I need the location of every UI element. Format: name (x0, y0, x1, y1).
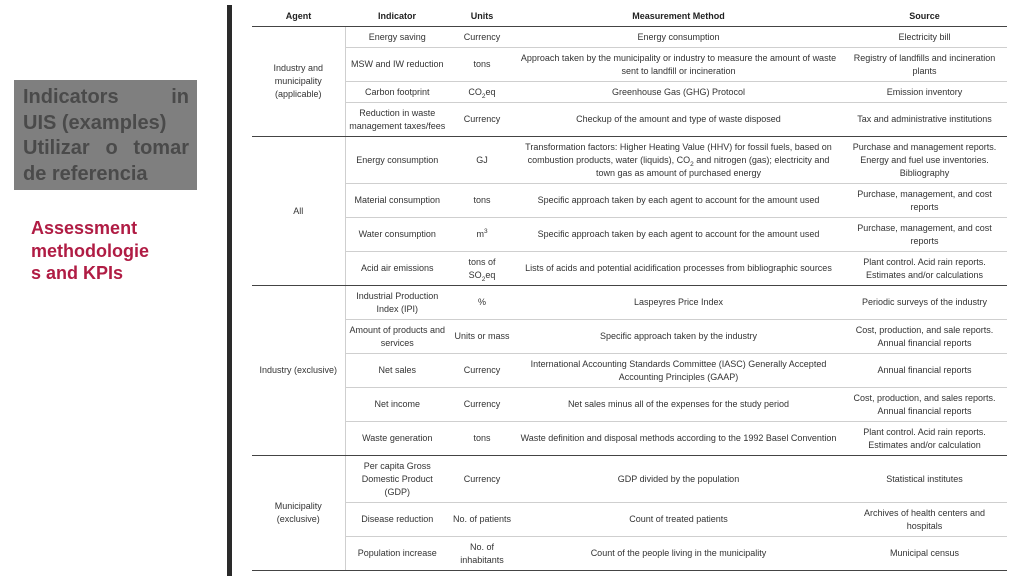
indicator-cell: Net sales (345, 354, 449, 388)
title-word: in (171, 86, 189, 108)
indicator-cell: Per capita Gross Domestic Product (GDP) (345, 456, 449, 503)
indicator-cell: MSW and IW reduction (345, 48, 449, 82)
units-cell: tons (449, 184, 515, 218)
source-cell: Cost, production, and sale reports. Annual financial reports (842, 320, 1007, 354)
subscript-text: 3 (483, 228, 488, 235)
indicator-cell: Net income (345, 388, 449, 422)
source-cell: Emission inventory (842, 82, 1007, 103)
method-cell: Specific approach taken by each agent to account for the amount used (515, 218, 842, 252)
header-source: Source (842, 6, 1007, 27)
indicator-cell: Energy consumption (345, 137, 449, 184)
header-indicator: Indicator (345, 6, 449, 27)
indicator-cell: Carbon footprint (345, 82, 449, 103)
source-cell: Purchase, management, and cost reports (842, 218, 1007, 252)
method-cell: Specific approach taken by each agent to account for the amount used (515, 184, 842, 218)
units-cell: No. of patients (449, 503, 515, 537)
method-cell: Specific approach taken by the industry (515, 320, 842, 354)
method-cell: Laspeyres Price Index (515, 286, 842, 320)
method-cell: Lists of acids and potential acidification processes from bibliographic sources (515, 252, 842, 286)
title-word: de referencia (23, 162, 148, 185)
units-cell: % (449, 286, 515, 320)
method-cell: Waste definition and disposal methods according to the 1992 Basel Convention (515, 422, 842, 456)
subtitle-line: Assessment (31, 218, 138, 238)
subtitle-line: methodologie (31, 240, 149, 261)
subtitle-line: s and KPIs (31, 263, 124, 283)
indicators-table (252, 6, 1007, 571)
source-cell: Archives of health centers and hospitals (842, 503, 1007, 537)
units-cell: tons (449, 48, 515, 82)
table-row (252, 48, 1007, 82)
units-cell: No. of inhabitants (449, 537, 515, 571)
units-cell: Currency (449, 388, 515, 422)
units-cell: Currency (449, 103, 515, 137)
method-cell: Transformation factors: Higher Heating Value (HHV) for fossil fuels, based on combustion products, water (liquids), $CO_2$ and nitrogen (gas); electricity and town gas as amount of purchased energy (515, 137, 842, 184)
units-cell: Currency (449, 27, 515, 48)
agent-cell: All (252, 137, 345, 286)
indicator-cell: Energy saving (345, 27, 449, 48)
indicator-cell: Acid air emissions (345, 252, 449, 286)
units-cell: Units or mass (449, 320, 515, 354)
indicator-cell: Industrial Production Index (IPI) (345, 286, 449, 320)
table-row (252, 27, 1007, 48)
indicator-cell: Waste generation (345, 422, 449, 456)
method-cell: Net sales minus all of the expenses for the study period (515, 388, 842, 422)
table-row (252, 252, 1007, 286)
table-row (252, 456, 1007, 503)
source-cell: Periodic surveys of the industry (842, 286, 1007, 320)
source-cell: Municipal census (842, 537, 1007, 571)
subscript-text: 2 (481, 92, 486, 100)
method-cell: Count of treated patients (515, 503, 842, 537)
table-header-row (252, 6, 1007, 27)
title-word: Utilizar (23, 137, 90, 159)
table-row (252, 184, 1007, 218)
table-row (252, 354, 1007, 388)
slide-title-box (14, 80, 197, 190)
subscript-text: 2 (690, 160, 694, 168)
method-cell: Approach taken by the municipality or industry to measure the amount of waste sent to landfill or incineration (515, 48, 842, 82)
indicator-cell: Material consumption (345, 184, 449, 218)
table-row (252, 137, 1007, 184)
method-cell: GDP divided by the population (515, 456, 842, 503)
table-body (252, 27, 1007, 571)
table-row (252, 537, 1007, 571)
title-line-2 (23, 111, 189, 137)
vertical-divider-bar (227, 5, 232, 576)
indicator-cell: Population increase (345, 537, 449, 571)
units-cell: tons (449, 422, 515, 456)
source-cell: Tax and administrative institutions (842, 103, 1007, 137)
units-cell: $m^3$ (449, 218, 515, 252)
units-cell: GJ (449, 137, 515, 184)
source-cell: Electricity bill (842, 27, 1007, 48)
title-word: UIS (examples) (23, 111, 167, 134)
source-cell: Cost, production, and sales reports. Annual financial reports (842, 388, 1007, 422)
title-line-4 (23, 162, 189, 188)
indicator-cell: Amount of products and services (345, 320, 449, 354)
source-cell: Purchase, management, and cost reports (842, 184, 1007, 218)
source-cell: Plant control. Acid rain reports. Estimates and/or calculation (842, 422, 1007, 456)
units-cell: Currency (449, 456, 515, 503)
table-row (252, 286, 1007, 320)
title-word: o (105, 137, 118, 159)
table-row (252, 422, 1007, 456)
source-cell: Annual financial reports (842, 354, 1007, 388)
source-cell: Statistical institutes (842, 456, 1007, 503)
method-cell: Checkup of the amount and type of waste disposed (515, 103, 842, 137)
indicator-cell: Disease reduction (345, 503, 449, 537)
source-cell: Plant control. Acid rain reports. Estimates and/or calculations (842, 252, 1007, 286)
table-row (252, 103, 1007, 137)
units-cell: Currency (449, 354, 515, 388)
slide-subtitle (31, 217, 171, 285)
table-row (252, 320, 1007, 354)
title-word: tomar (133, 137, 189, 159)
source-cell: Purchase and management reports. Energy and fuel use inventories. Bibliography (842, 137, 1007, 184)
table-row (252, 503, 1007, 537)
subscript-text: 2 (481, 275, 486, 283)
table-row (252, 388, 1007, 422)
units-cell: tons of $SO_2eq$ (449, 252, 515, 286)
table-row (252, 218, 1007, 252)
table-row (252, 82, 1007, 103)
source-cell: Registry of landfills and incineration plants (842, 48, 1007, 82)
title-line-1 (23, 85, 189, 111)
agent-cell: Industry (exclusive) (252, 286, 345, 456)
indicator-cell: Reduction in waste management taxes/fees (345, 103, 449, 137)
method-cell: International Accounting Standards Committee (IASC) Generally Accepted Accounting Principles (GAAP) (515, 354, 842, 388)
method-cell: Energy consumption (515, 27, 842, 48)
agent-cell: Municipality (exclusive) (252, 456, 345, 571)
title-word: Indicators (23, 86, 119, 108)
header-method: Measurement Method (515, 6, 842, 27)
title-line-3 (23, 136, 189, 162)
header-agent: Agent (252, 6, 345, 27)
indicator-cell: Water consumption (345, 218, 449, 252)
method-cell: Greenhouse Gas (GHG) Protocol (515, 82, 842, 103)
units-cell: $CO_2eq$ (449, 82, 515, 103)
header-units: Units (449, 6, 515, 27)
method-cell: Count of the people living in the municipality (515, 537, 842, 571)
agent-cell: Industry and municipality (applicable) (252, 27, 345, 137)
